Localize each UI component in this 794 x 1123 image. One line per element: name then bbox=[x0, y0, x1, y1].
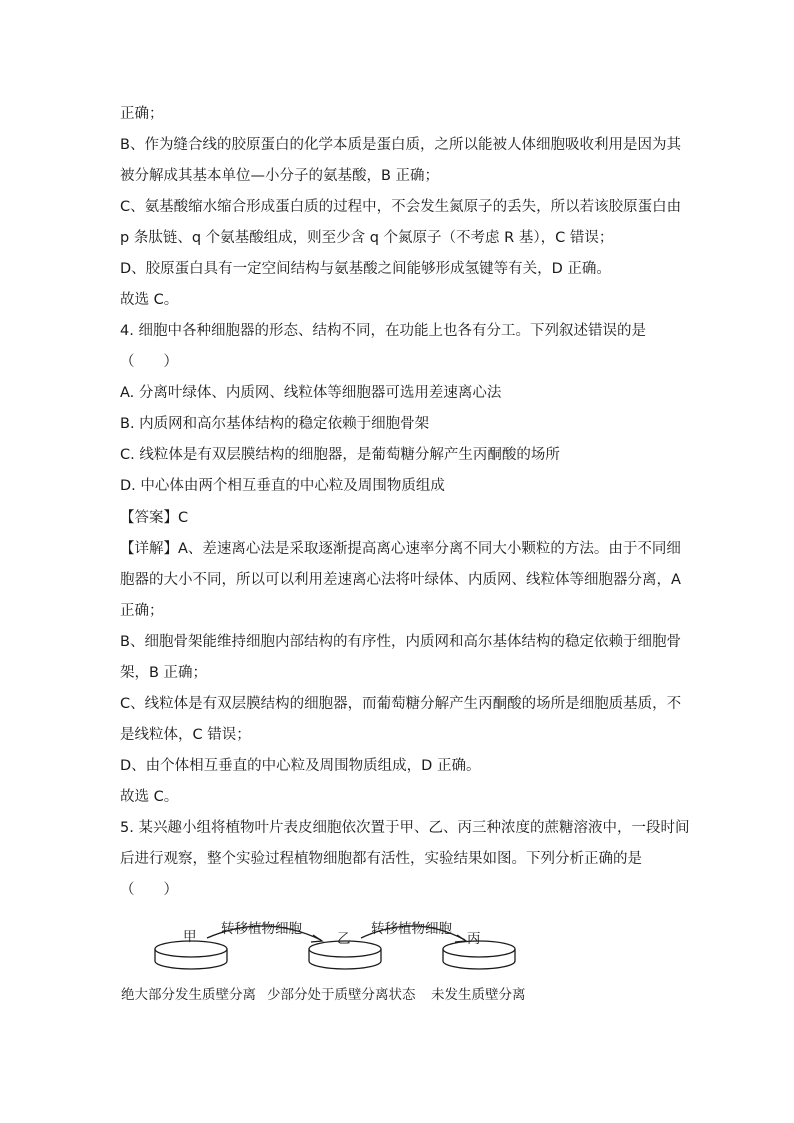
experiment-diagram bbox=[115, 905, 545, 1015]
option-c: C. 线粒体是有双层膜结构的细胞器，是葡萄糖分解产生丙酮酸的场所 bbox=[120, 447, 560, 463]
arrow-label-2: 转移植物细胞 bbox=[371, 921, 452, 937]
explanation-line: C、线粒体是有双层膜结构的细胞器，而葡萄糖分解产生丙酮酸的场所是细胞质基质，不 bbox=[120, 696, 682, 712]
explanation-line: 胞器的大小不同，所以可以利用差速离心法将叶绿体、内质网、线粒体等细胞器分离，A bbox=[120, 572, 681, 588]
explanation-line: 架，B 正确； bbox=[120, 665, 208, 681]
text-line: 故选 C。 bbox=[120, 292, 179, 308]
dish-label-3: 丙 bbox=[467, 931, 481, 947]
answer-bracket: （ ） bbox=[120, 354, 178, 370]
dish-label-2: 乙 bbox=[337, 931, 351, 947]
text-line: B、作为缝合线的胶原蛋白的化学本质是蛋白质，之所以能被人体细胞吸收利用是因为其 bbox=[120, 137, 681, 153]
explanation-line: 是线粒体，C 错误； bbox=[120, 727, 251, 743]
answer-bracket: （ ） bbox=[120, 882, 178, 898]
caption-1: 绝大部分发生质壁分离 bbox=[121, 987, 256, 1003]
text-line: C、氨基酸缩水缩合形成蛋白质的过程中，不会发生氮原子的丢失，所以若该胶原蛋白由 bbox=[120, 199, 682, 215]
explanation-line: 正确； bbox=[120, 603, 164, 619]
option-d: D. 中心体由两个相互垂直的中心粒及周围物质组成 bbox=[120, 478, 445, 494]
question-5-stem: 后进行观察，整个实验过程植物细胞都有活性，实验结果如图。下列分析正确的是 bbox=[120, 851, 642, 867]
explanation-line: 故选 C。 bbox=[120, 789, 179, 805]
explanation-line: D、由个体相互垂直的中心粒及周围物质组成，D 正确。 bbox=[120, 758, 481, 774]
option-b: B. 内质网和高尔基体结构的稳定依赖于细胞骨架 bbox=[120, 416, 430, 432]
text-line: p 条肽链、q 个氨基酸组成，则至少含 q 个氮原子（不考虑 R 基），C 错误； bbox=[120, 230, 614, 246]
text-line: D、胶原蛋白具有一定空间结构与氨基酸之间能够形成氢键等有关，D 正确。 bbox=[120, 261, 611, 277]
question-4-stem: 4. 细胞中各种细胞器的形态、结构不同，在功能上也各有分工。下列叙述错误的是 bbox=[120, 323, 646, 339]
text-line: 正确； bbox=[120, 106, 164, 122]
arrow-label-1: 转移植物细胞 bbox=[221, 921, 302, 937]
caption-3: 未发生质壁分离 bbox=[431, 987, 526, 1003]
explanation-line: 【详解】A、差速离心法是采取逐渐提高离心速率分离不同大小颗粒的方法。由于不同细 bbox=[120, 541, 681, 557]
dish-label-1: 甲 bbox=[183, 929, 197, 945]
answer-line: 【答案】C bbox=[120, 510, 189, 526]
question-5-stem: 5. 某兴趣小组将植物叶片表皮细胞依次置于甲、乙、丙三种浓度的蔗糖溶液中，一段时间 bbox=[120, 820, 690, 836]
caption-2: 少部分处于质壁分离状态 bbox=[267, 987, 416, 1003]
dish-1 bbox=[155, 941, 227, 969]
explanation-line: B、细胞骨架能维持细胞内部结构的有序性，内质网和高尔基体结构的稳定依赖于细胞骨 bbox=[120, 634, 681, 650]
option-a: A. 分离叶绿体、内质网、线粒体等细胞器可选用差速离心法 bbox=[120, 385, 502, 401]
text-line: 被分解成其基本单位—小分子的氨基酸，B 正确； bbox=[120, 168, 440, 184]
